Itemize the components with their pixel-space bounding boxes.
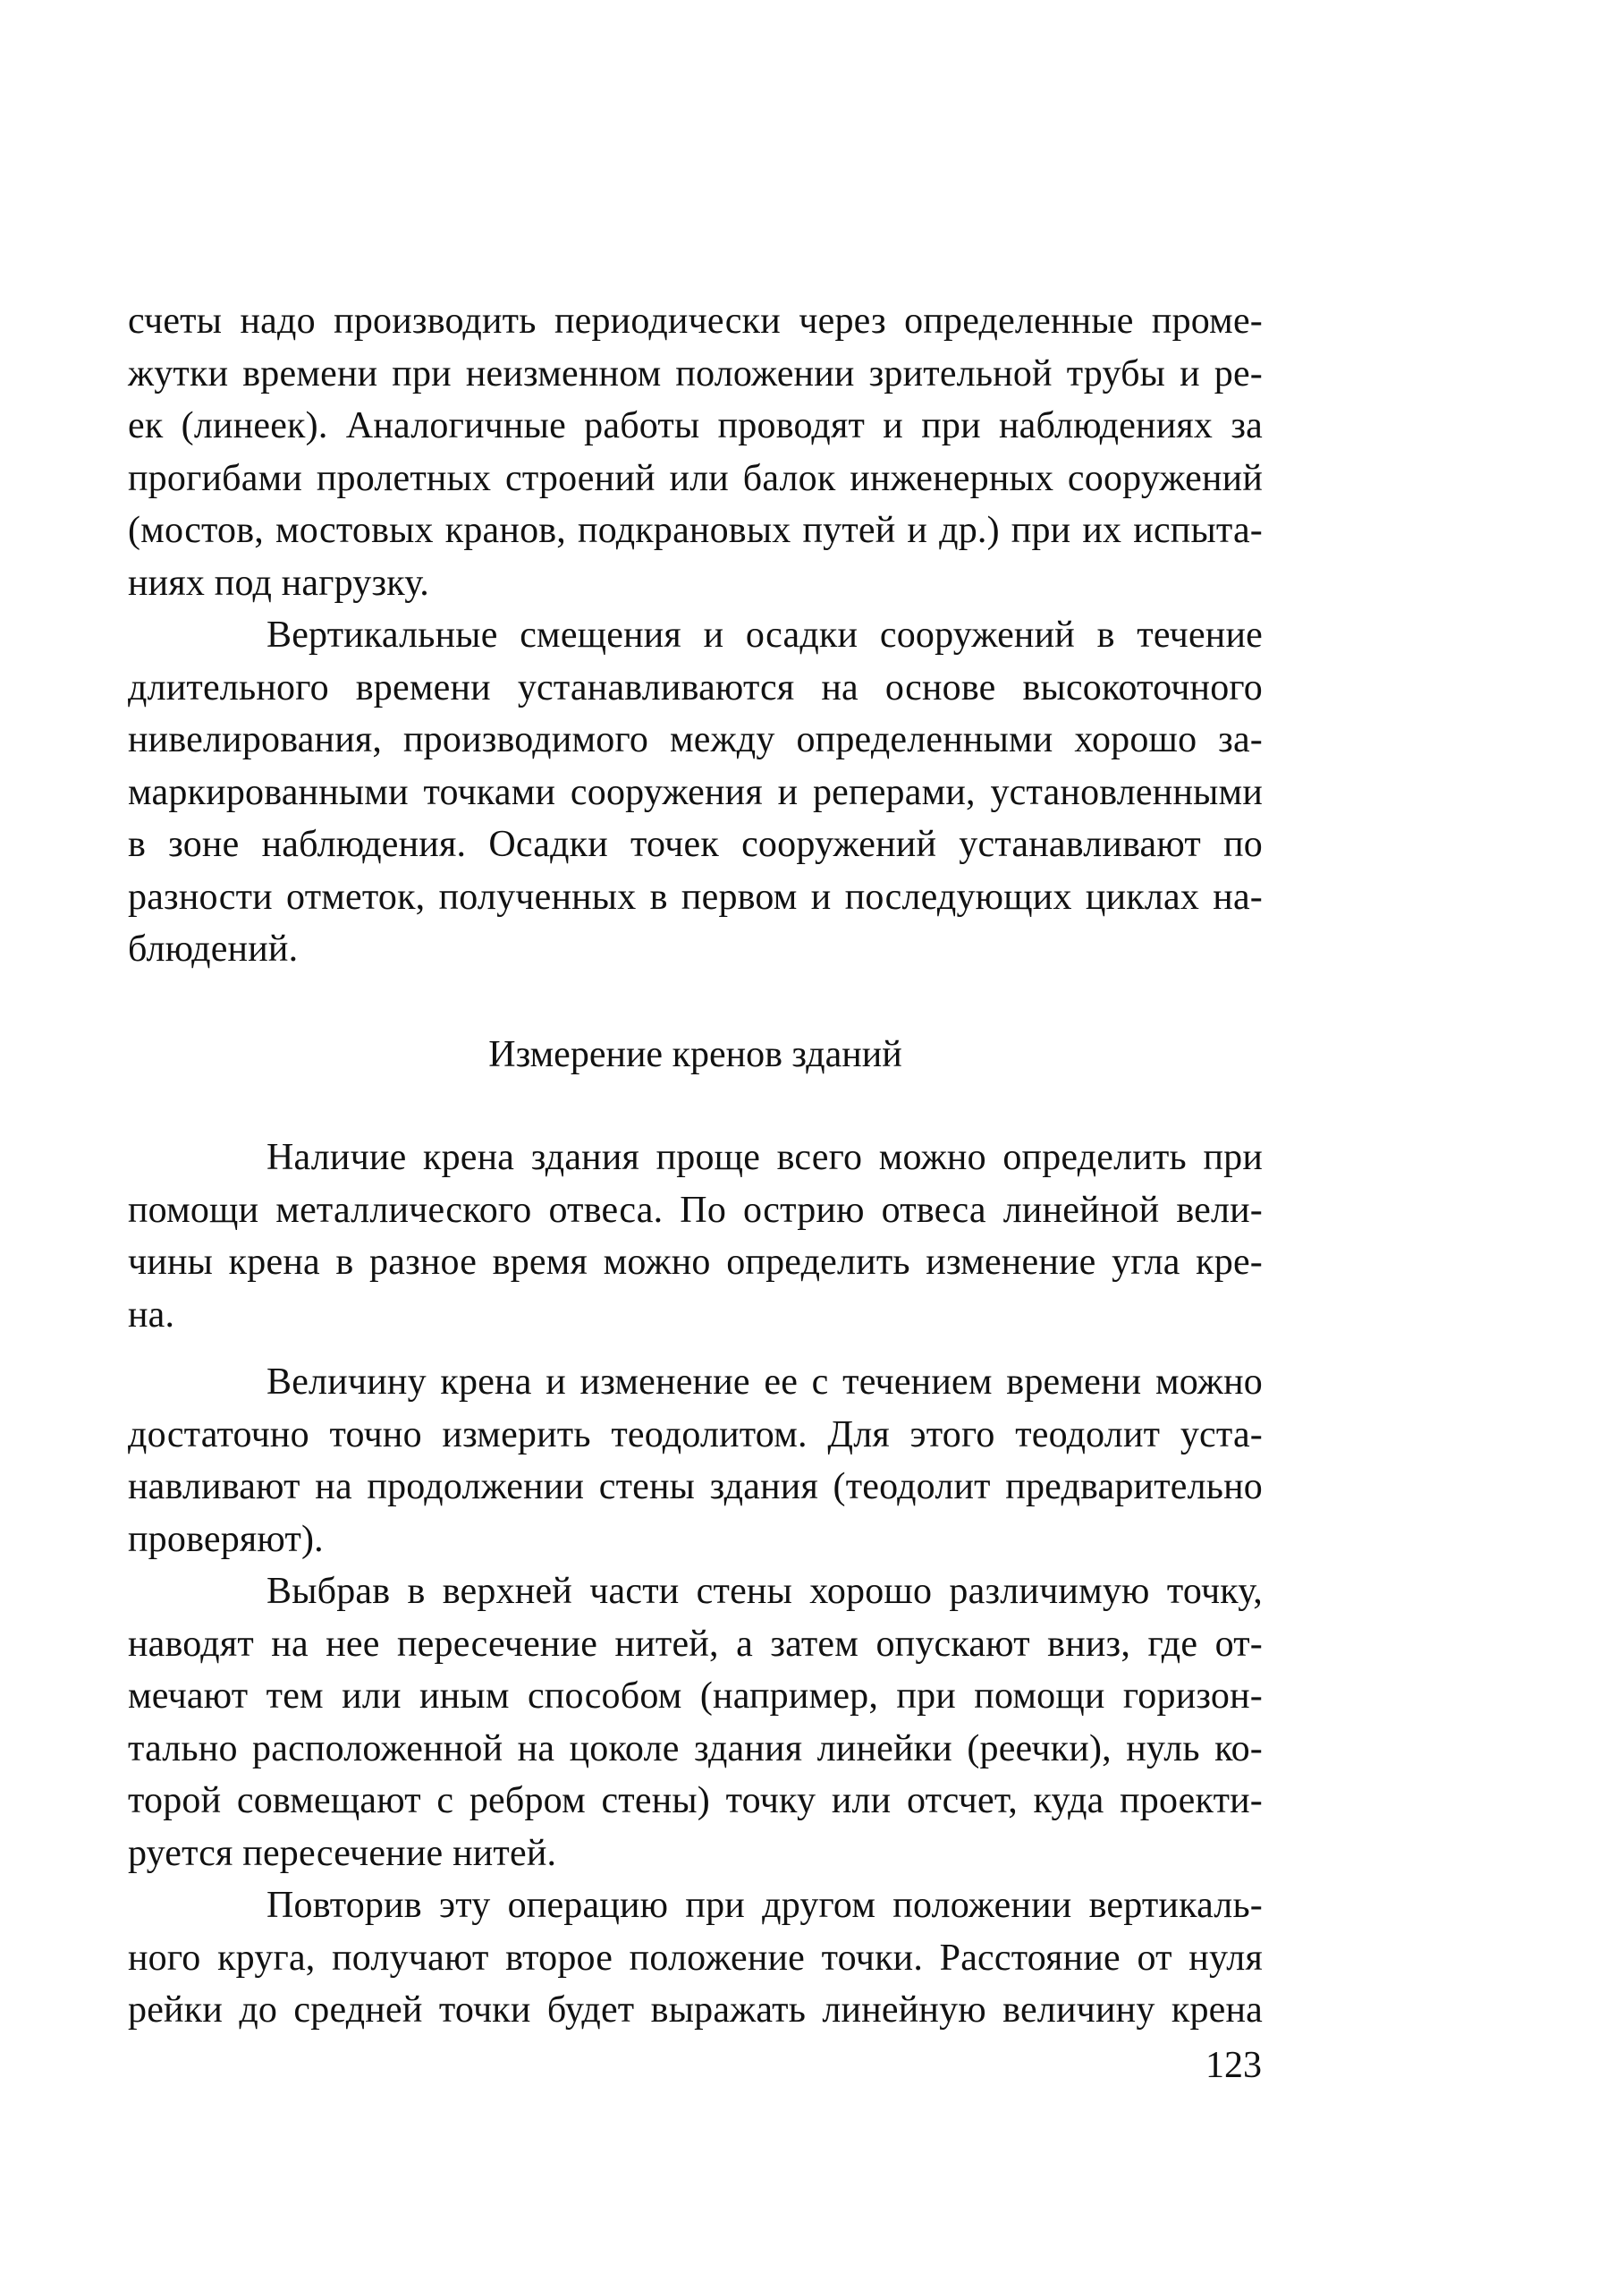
text-line: чины крена в разное время можно определить изменение угла кре- [128, 1242, 1263, 1283]
text-line: счеты надо производить периодически через определенные проме- [128, 301, 1263, 342]
text-line: разности отметок, полученных в первом и последующих циклах на- [128, 876, 1263, 918]
text-line: жутки времени при неизменном положении зрительной трубы и ре- [128, 352, 1263, 394]
text-line: ниях под нагрузку. [128, 562, 429, 604]
section-heading: Измерение кренов зданий [488, 1034, 902, 1075]
text-line: ек (линеек). Аналогичные работы проводят и при наблюдениях за [128, 405, 1263, 446]
text-line: Наличие крена здания проще всего можно определить при [266, 1137, 1263, 1178]
paragraph [128, 1565, 1263, 1879]
text-line: в зоне наблюдения. Осадки точек сооружений устанавливают по [128, 824, 1263, 865]
text-line: нивелирования, производимого между определенными хорошо за- [128, 719, 1263, 760]
text-line: Величину крена и изменение ее с течением времени можно [266, 1361, 1263, 1403]
paragraph [128, 609, 1263, 976]
text-line: торой совмещают с ребром стены) точку или отсчет, куда проекти- [128, 1780, 1263, 1821]
text-line: Выбрав в верхней части стены хорошо различимую точку, [266, 1571, 1263, 1612]
text-line: блюдений. [128, 929, 299, 970]
text-line: проверяют). [128, 1518, 324, 1560]
text-line: помощи металлического отвеса. По острию отвеса линейной вели- [128, 1189, 1263, 1231]
paragraph [128, 1132, 1263, 1341]
text-line: на. [128, 1293, 175, 1336]
text-line: достаточно точно измерить теодолитом. Для этого теодолит уста- [128, 1413, 1263, 1455]
text-line: мечают тем или иным способом (например, при помощи горизон- [128, 1675, 1263, 1717]
text-line: маркированными точками сооружения и реперами, установленными [128, 771, 1263, 813]
text-line: длительного времени устанавливаются на основе высокоточного [128, 666, 1263, 708]
text-line: руется пересечение нитей. [128, 1832, 557, 1874]
text-block-top [128, 295, 1263, 976]
paragraph [128, 295, 1263, 609]
text-line: ного круга, получают второе положение точки. Расстояние от нуля [128, 1937, 1263, 1979]
text-line: тально расположенной на цоколе здания линейки (реечки), нуль ко- [128, 1727, 1263, 1769]
text-line: наводят на нее пересечение нитей, а затем опускают вниз, где от- [128, 1623, 1263, 1665]
page-number: 123 [1205, 2045, 1262, 2086]
paragraph [128, 1879, 1263, 2037]
text-line: навливают на продолжении стены здания (теодолит предварительно [128, 1466, 1263, 1507]
text-line: прогибами пролетных строений или балок инженерных сооружений [128, 457, 1263, 499]
text-line: Вертикальные смещения и осадки сооружений в течение [266, 615, 1263, 656]
paragraph [128, 1356, 1263, 1565]
text-line: Повторив эту операцию при другом положении вертикаль- [266, 1885, 1263, 1926]
text-line: рейки до средней точки будет выражать линейную величину крена [128, 1989, 1263, 2031]
text-line: (мостов, мостовых кранов, подкрановых путей и др.) при их испыта- [128, 510, 1263, 551]
text-block-bottom [128, 1132, 1263, 2037]
